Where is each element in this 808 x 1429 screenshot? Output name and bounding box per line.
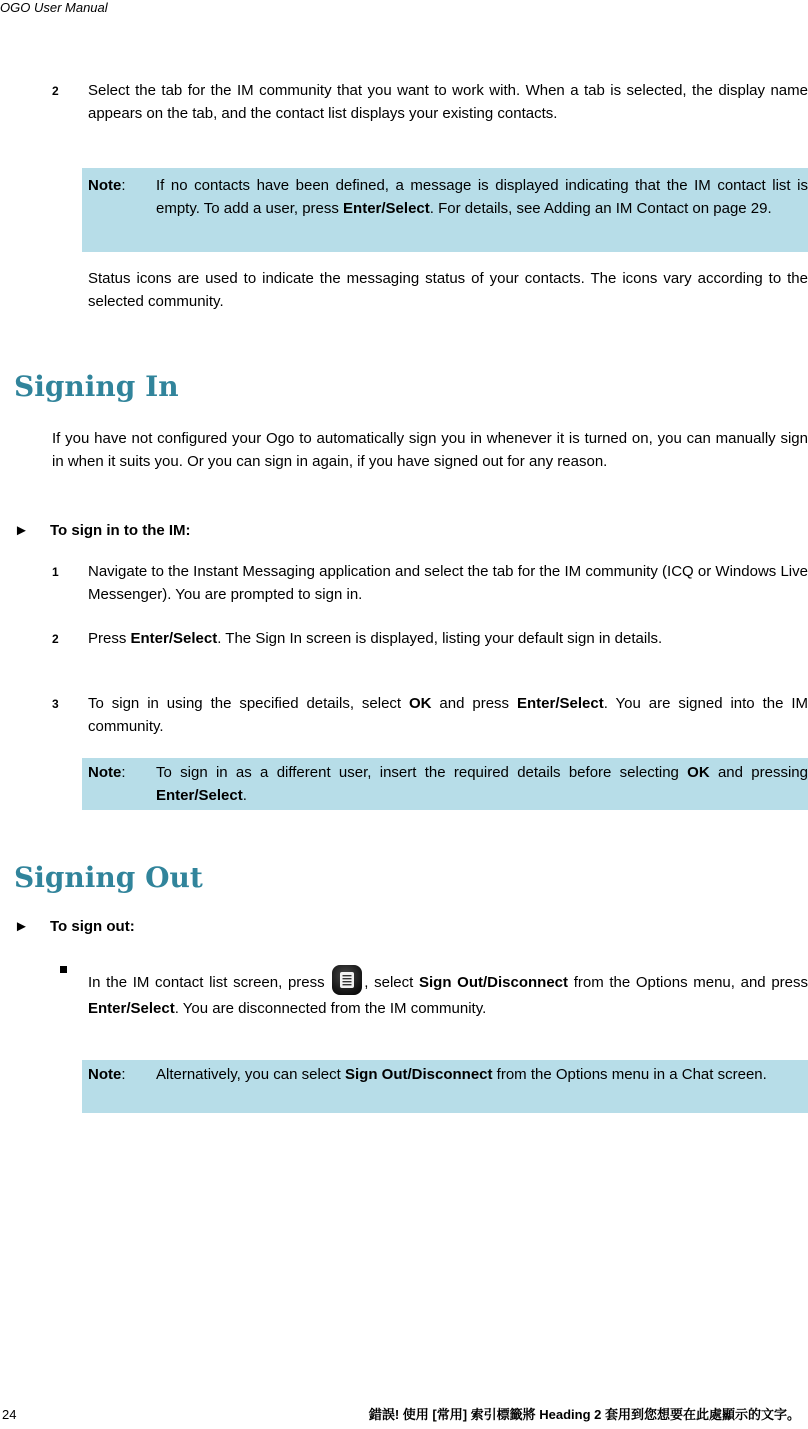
note-text: If no contacts have been defined, a message is displayed indicating that the IM contact list is empty. To add a user, press Enter/Select. For details, see Adding an IM Contact on page 29. — [156, 177, 808, 217]
procedure-title: To sign in to the IM: — [50, 522, 191, 539]
step-number: 3 — [52, 697, 59, 711]
bullet-text: In the IM contact list screen, press , select Sign Out/Disconnect from the Options menu, and press Enter/Select. You are disconnected from the IM community. — [88, 965, 808, 1022]
step-number: 2 — [52, 84, 59, 98]
procedure-title: To sign out: — [50, 918, 135, 935]
arrow-right-icon: ► — [14, 522, 29, 539]
note-box — [82, 168, 808, 252]
step-text: Navigate to the Instant Messaging application and select the tab for the IM community (ICQ or Windows Live Messenger). You are prompted to sign in. — [88, 563, 808, 603]
running-header: OGO User Manual — [0, 0, 108, 15]
step-text: To sign in using the specified details, select OK and press Enter/Select. You are signed into the IM community. — [88, 695, 808, 735]
page-number: 24 — [2, 1407, 17, 1422]
signing-in-intro: If you have not configured your Ogo to automatically sign you in whenever it is turned on, you can manually sign in when it suits you. Or you can sign in again, if you have signed out for any reason. — [52, 430, 808, 470]
step-number: 2 — [52, 632, 59, 646]
note-text: To sign in as a different user, insert the required details before selecting OK and pressing Enter/Select. — [156, 764, 808, 804]
note-text: Alternatively, you can select Sign Out/Disconnect from the Options menu in a Chat screen. — [156, 1066, 767, 1083]
note-label: Note: — [88, 1066, 126, 1083]
note-box — [82, 758, 808, 810]
note-box — [82, 1060, 808, 1113]
status-paragraph: Status icons are used to indicate the messaging status of your contacts. The icons vary according to the selected community. — [88, 270, 808, 310]
step-number: 1 — [52, 565, 59, 579]
arrow-right-icon: ► — [14, 918, 29, 935]
step-text: Select the tab for the IM community that you want to work with. When a tab is selected, the display name appears on the tab, and the contact list displays your existing contacts. — [88, 82, 808, 122]
note-label: Note: — [88, 177, 126, 194]
note-label: Note: — [88, 764, 126, 781]
step-text: Press Enter/Select. The Sign In screen is displayed, listing your default sign in details. — [88, 630, 663, 647]
footer-error-text: 錯誤! 使用 [常用] 索引標籤將 Heading 2 套用到您想要在此處顯示的文字。 — [368, 1407, 800, 1422]
square-bullet-icon — [60, 966, 67, 973]
heading-signing-out: Signing Out — [14, 861, 203, 894]
menu-key-icon — [332, 965, 362, 995]
heading-signing-in: Signing In — [14, 370, 179, 403]
